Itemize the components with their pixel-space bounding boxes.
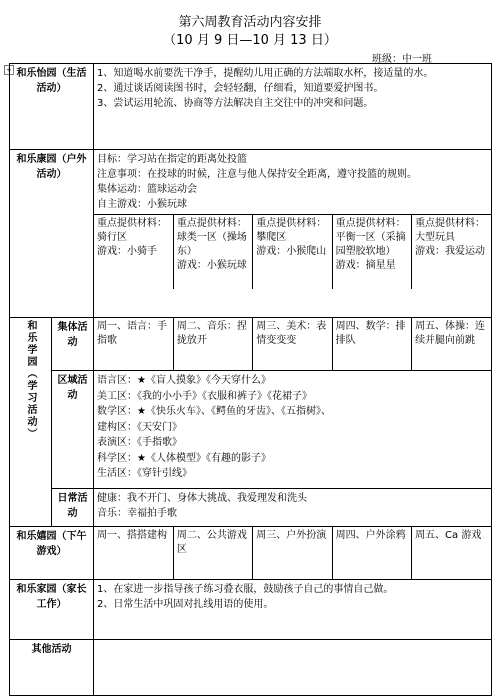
material-cell — [253, 215, 332, 289]
materials-table — [94, 214, 491, 289]
material-text: 重点提供材料：平衡一区（采摘园塑胶软地） — [335, 218, 406, 257]
afternoon-day: 周四、户外涂鸦 — [332, 527, 411, 579]
afternoon-day: 周三、户外扮演 — [253, 527, 332, 579]
area-item: 数学区：★《快乐火车》、《鳄鱼的牙齿》、《五指树》、 — [97, 406, 331, 417]
learning-area-label: 区域活动 — [52, 371, 94, 489]
schedule-table — [9, 63, 492, 696]
material-game: 游戏：我爱运动 — [415, 246, 486, 257]
area-item: 美工区：《我的小小手》《衣服和裤子》《花裙子》 — [97, 390, 312, 402]
daily-item: 音乐：幸福拍手歌 — [97, 508, 177, 519]
outdoor-group-game: 集体运动：篮球运动会 — [97, 184, 197, 195]
date-range: （10 月 9 日—10 月 13 日） — [163, 33, 337, 48]
section-learning-label: 和乐学园（学习活动） — [25, 320, 36, 440]
page-title: 第六周教育活动内容安排 — [178, 15, 322, 30]
afternoon-content — [94, 527, 492, 580]
area-item: 表演区：《手指歌》 — [97, 437, 182, 448]
section-life: 和乐怡园（生活活动） — [10, 64, 94, 150]
group-day: 周一、语言：手指歌 — [94, 318, 173, 370]
group-day: 周四、数学：排排队 — [332, 318, 411, 370]
material-game: 游戏：小骑手 — [97, 246, 157, 257]
material-game: 游戏：摘星星 — [335, 260, 396, 271]
table-move-handle-icon[interactable]: + — [4, 65, 14, 75]
learning-daily-label: 日常活动 — [52, 489, 94, 527]
outdoor-notes: 注意事项：在投球的时候，注意与他人保持安全距离，遵守投篮的规则。 — [97, 169, 417, 180]
row-learning-daily — [10, 489, 492, 527]
row-outdoor — [10, 150, 492, 318]
material-cell — [412, 215, 491, 289]
material-text: 重点提供材料：球类一区（操场东） — [176, 218, 247, 257]
row-other — [10, 640, 492, 696]
section-outdoor: 和乐康园（户外活动） — [10, 150, 94, 318]
family-item: 2、日常生活中巩固对扎线用语的使用。 — [97, 599, 274, 610]
life-item: 1、知道喝水前要洗干净手，提醒幼儿用正确的方法端取水杯，接适量的水。 — [97, 68, 434, 79]
group-day: 周三、美术：表情变变变 — [253, 318, 332, 370]
area-item: 建构区：《天安门》 — [97, 421, 182, 433]
material-game: 游戏：小猴爬山 — [256, 246, 327, 257]
area-item: 生活区：《穿针引线》 — [97, 468, 192, 479]
material-text: 重点提供材料：大型玩具 — [415, 218, 486, 243]
outdoor-content — [94, 150, 492, 318]
material-text: 重点提供材料：攀爬区 — [256, 218, 327, 243]
area-item: 语言区：★《盲人摸象》《今天穿什么》 — [97, 375, 271, 386]
outdoor-free-game: 自主游戏：小猴玩球 — [97, 199, 187, 210]
family-item: 1、在家进一步指导孩子练习叠衣服，鼓励孩子自己的事情自己做。 — [97, 584, 394, 595]
group-day: 周五、体操：连续并腿向前跳 — [415, 321, 486, 346]
daily-item: 健康：我不开门、身体大挑战、我爱理发和洗头 — [97, 493, 307, 504]
group-day: 周二、音乐：捏拢放开 — [173, 318, 252, 370]
life-item: 2、通过谈话阅读图书时，会轻轻翻，仔细看，知道要爱护图书。 — [97, 83, 384, 94]
other-content — [94, 640, 492, 696]
family-content — [94, 580, 492, 640]
material-cell — [94, 215, 173, 289]
group-days-table — [94, 318, 491, 370]
row-learning-area — [10, 371, 492, 489]
row-learning-group — [10, 318, 492, 371]
row-afternoon — [10, 527, 492, 580]
material-cell — [173, 215, 252, 289]
section-learning — [10, 318, 52, 527]
area-item: 科学区：★《人体模型》《有趣的影子》 — [97, 452, 271, 464]
afternoon-day: 周五、Ca 游戏 — [415, 530, 482, 541]
section-other: 其他活动 — [10, 640, 94, 696]
material-game: 游戏：小猴玩球 — [176, 260, 247, 271]
outdoor-goal: 目标：学习站在指定的距离处投篮 — [97, 154, 247, 165]
row-family — [10, 580, 492, 640]
learning-daily-content — [94, 489, 492, 527]
afternoon-days-table — [94, 527, 491, 579]
section-afternoon: 和乐嬉园（下午游戏） — [10, 527, 94, 580]
class-label: 班级：中一班 — [372, 54, 432, 65]
learning-group-content — [94, 318, 492, 371]
material-cell — [332, 215, 411, 289]
section-family: 和乐家园（家长工作） — [10, 580, 94, 640]
life-content — [94, 64, 492, 150]
afternoon-day: 周一、搭搭建构 — [94, 527, 173, 579]
material-text: 重点提供材料：骑行区 — [97, 218, 167, 243]
afternoon-day: 周二、公共游戏区 — [173, 527, 252, 579]
learning-group-label: 集体活动 — [52, 318, 94, 371]
row-life — [10, 64, 492, 150]
learning-area-content — [94, 371, 492, 489]
life-item: 3、尝试运用轮流、协商等方法解决自主交往中的冲突和问题。 — [97, 98, 374, 109]
